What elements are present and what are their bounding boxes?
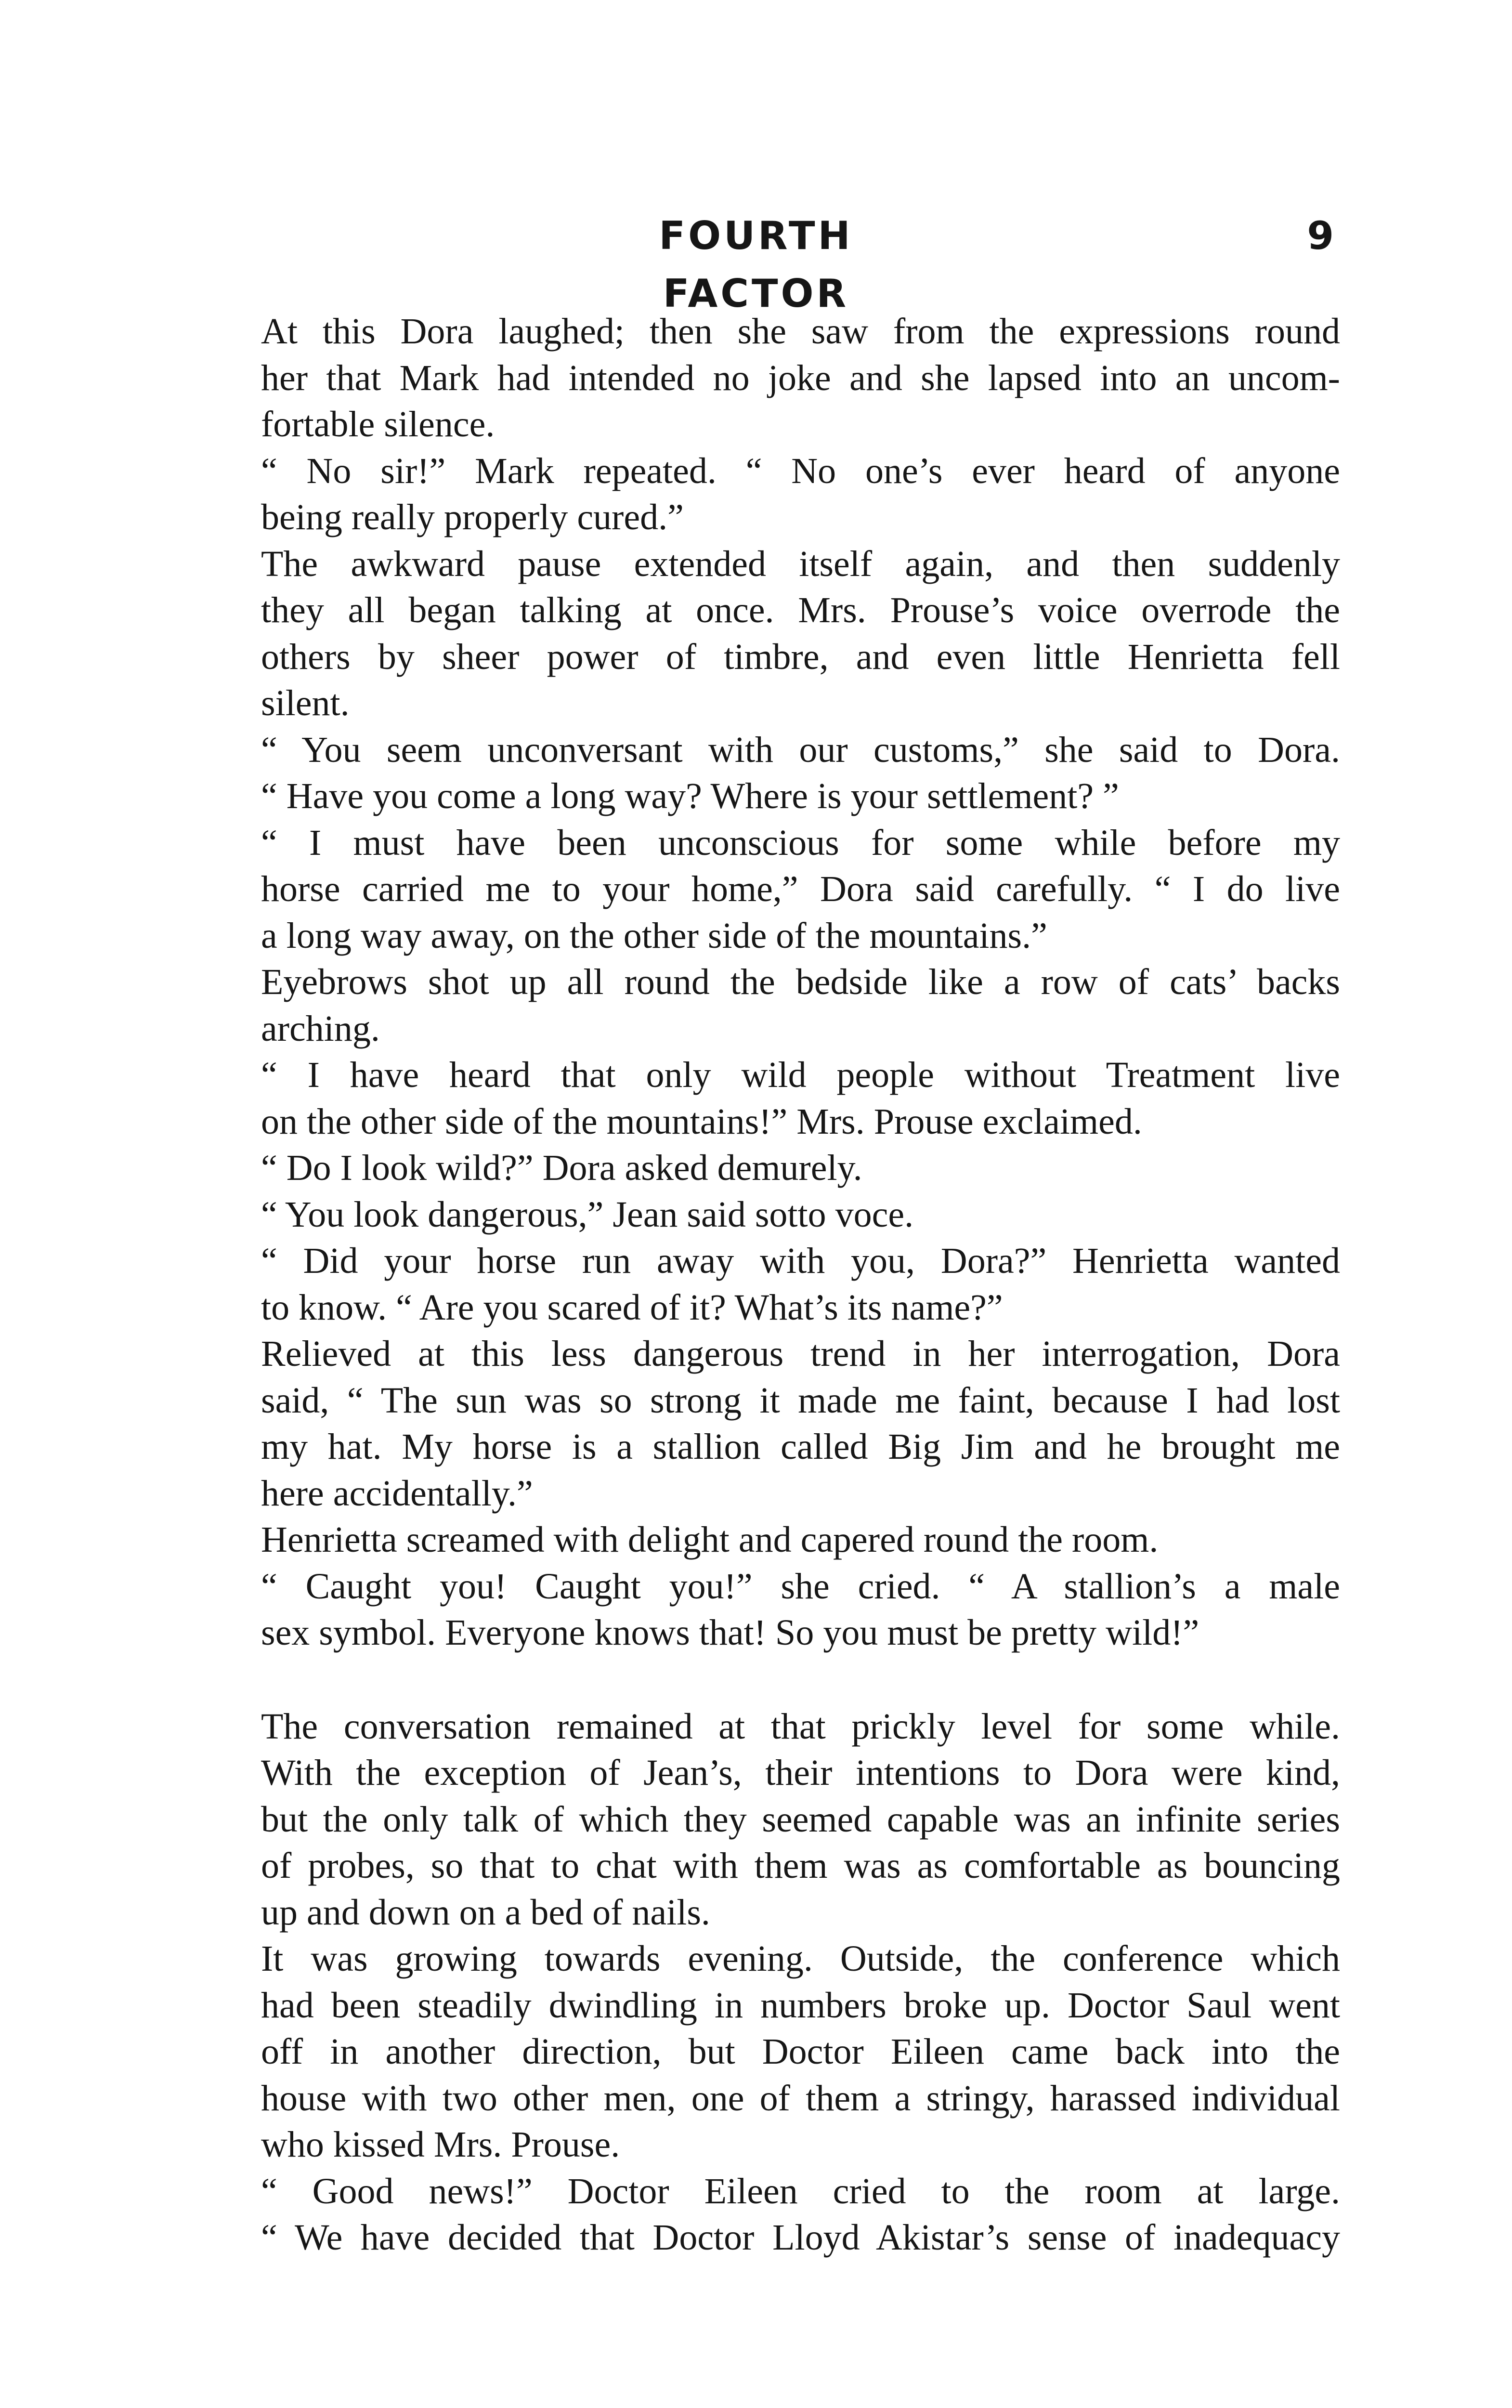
text-line: silent. [261, 683, 350, 723]
text-line: “ We have decided that Doctor Lloyd Akistar’s sense of inadequacy [261, 2217, 1340, 2258]
paragraph [186, 1331, 1340, 1517]
text-line: The awkward pause extended itself again, and then suddenly [261, 543, 1340, 584]
paragraph [186, 448, 1340, 541]
section-break [186, 1656, 1340, 1703]
paragraph [186, 308, 1340, 448]
text-line: Relieved at this less dangerous trend in her interrogation, Dora [261, 1334, 1340, 1374]
text-line: “ Caught you! Caught you!” she cried. “ A stallion’s a male [261, 1566, 1340, 1607]
text-line: “ You look dangerous,” Jean said sotto voce. [261, 1194, 914, 1235]
text-line: here accidentally.” [261, 1473, 533, 1514]
text-line: being really properly cured.” [261, 497, 684, 537]
text-line: “ Do I look wild?” Dora asked demurely. [261, 1148, 862, 1188]
paragraph [186, 1703, 1340, 1936]
running-head: FOURTH FACTOR [659, 213, 853, 316]
paragraph [186, 541, 1340, 727]
text-line: house with two other men, one of them a stringy, harassed individual [261, 2078, 1340, 2119]
text-line: they all began talking at once. Mrs. Prouse’s voice overrode the [261, 590, 1340, 630]
text-line: others by sheer power of timbre, and even little Henrietta fell [261, 636, 1340, 677]
paragraph [186, 1052, 1340, 1145]
paragraph [186, 727, 1340, 820]
text-line: “ Good news!” Doctor Eileen cried to the room at large. [261, 2171, 1340, 2212]
text-line: “ I have heard that only wild people without Treatment live [261, 1055, 1340, 1095]
text-line: fortable silence. [261, 404, 495, 445]
paragraph [186, 1191, 1340, 1238]
text-line: said, “ The sun was so strong it made me faint, because I had lost [261, 1380, 1340, 1421]
paragraph [186, 2168, 1340, 2261]
text-line: Henrietta screamed with delight and capered round the room. [261, 1519, 1159, 1560]
text-line: her that Mark had intended no joke and she lapsed into an uncom- [261, 357, 1340, 398]
paragraph [186, 1517, 1340, 1563]
body-text [186, 308, 1340, 2261]
paragraph [186, 1563, 1340, 1656]
text-line: “ No sir!” Mark repeated. “ No one’s ever heard of anyone [261, 450, 1340, 491]
text-line: “ Did your horse run away with you, Dora?” Henrietta wanted [261, 1241, 1340, 1281]
text-line: arching. [261, 1008, 380, 1049]
text-line: up and down on a bed of nails. [261, 1892, 710, 1933]
paragraph [186, 1238, 1340, 1331]
text-line: who kissed Mrs. Prouse. [261, 2124, 620, 2165]
paragraph [186, 1936, 1340, 2168]
page-number: 9 [1307, 213, 1334, 258]
text-line: “ Have you come a long way? Where is your settlement? ” [261, 776, 1119, 816]
text-line: horse carried me to your home,” Dora said carefully. “ I do live [261, 869, 1340, 909]
text-line: At this Dora laughed; then she saw from the expressions round [261, 311, 1340, 352]
paragraph [186, 959, 1340, 1052]
paragraph [186, 820, 1340, 959]
text-line: to know. “ Are you scared of it? What’s its name?” [261, 1287, 1003, 1328]
text-line: of probes, so that to chat with them was as comfortable as bouncing [261, 1845, 1340, 1886]
text-line: a long way away, on the other side of the mountains.” [261, 915, 1047, 956]
text-line: With the exception of Jean’s, their intentions to Dora were kind, [261, 1753, 1340, 1793]
text-line: “ I must have been unconscious for some while before my [261, 822, 1340, 863]
text-line: Eyebrows shot up all round the bedside like a row of cats’ backs [261, 962, 1340, 1002]
text-line: off in another direction, but Doctor Eileen came back into the [261, 2031, 1340, 2072]
paragraph [186, 1145, 1340, 1191]
text-line: my hat. My horse is a stallion called Big Jim and he brought me [261, 1426, 1340, 1467]
text-line: had been steadily dwindling in numbers broke up. Doctor Saul went [261, 1985, 1340, 2026]
text-line: on the other side of the mountains!” Mrs. Prouse exclaimed. [261, 1101, 1142, 1142]
text-line: but the only talk of which they seemed capable was an infinite series [261, 1799, 1340, 1840]
text-line: The conversation remained at that prickly level for some while. [261, 1706, 1340, 1747]
text-line: It was growing towards evening. Outside, the conference which [261, 1938, 1340, 1979]
text-line: “ You seem unconversant with our customs,” she said to Dora. [261, 729, 1340, 770]
page-header [0, 207, 1512, 316]
text-line: sex symbol. Everyone knows that! So you must be pretty wild!” [261, 1612, 1199, 1653]
